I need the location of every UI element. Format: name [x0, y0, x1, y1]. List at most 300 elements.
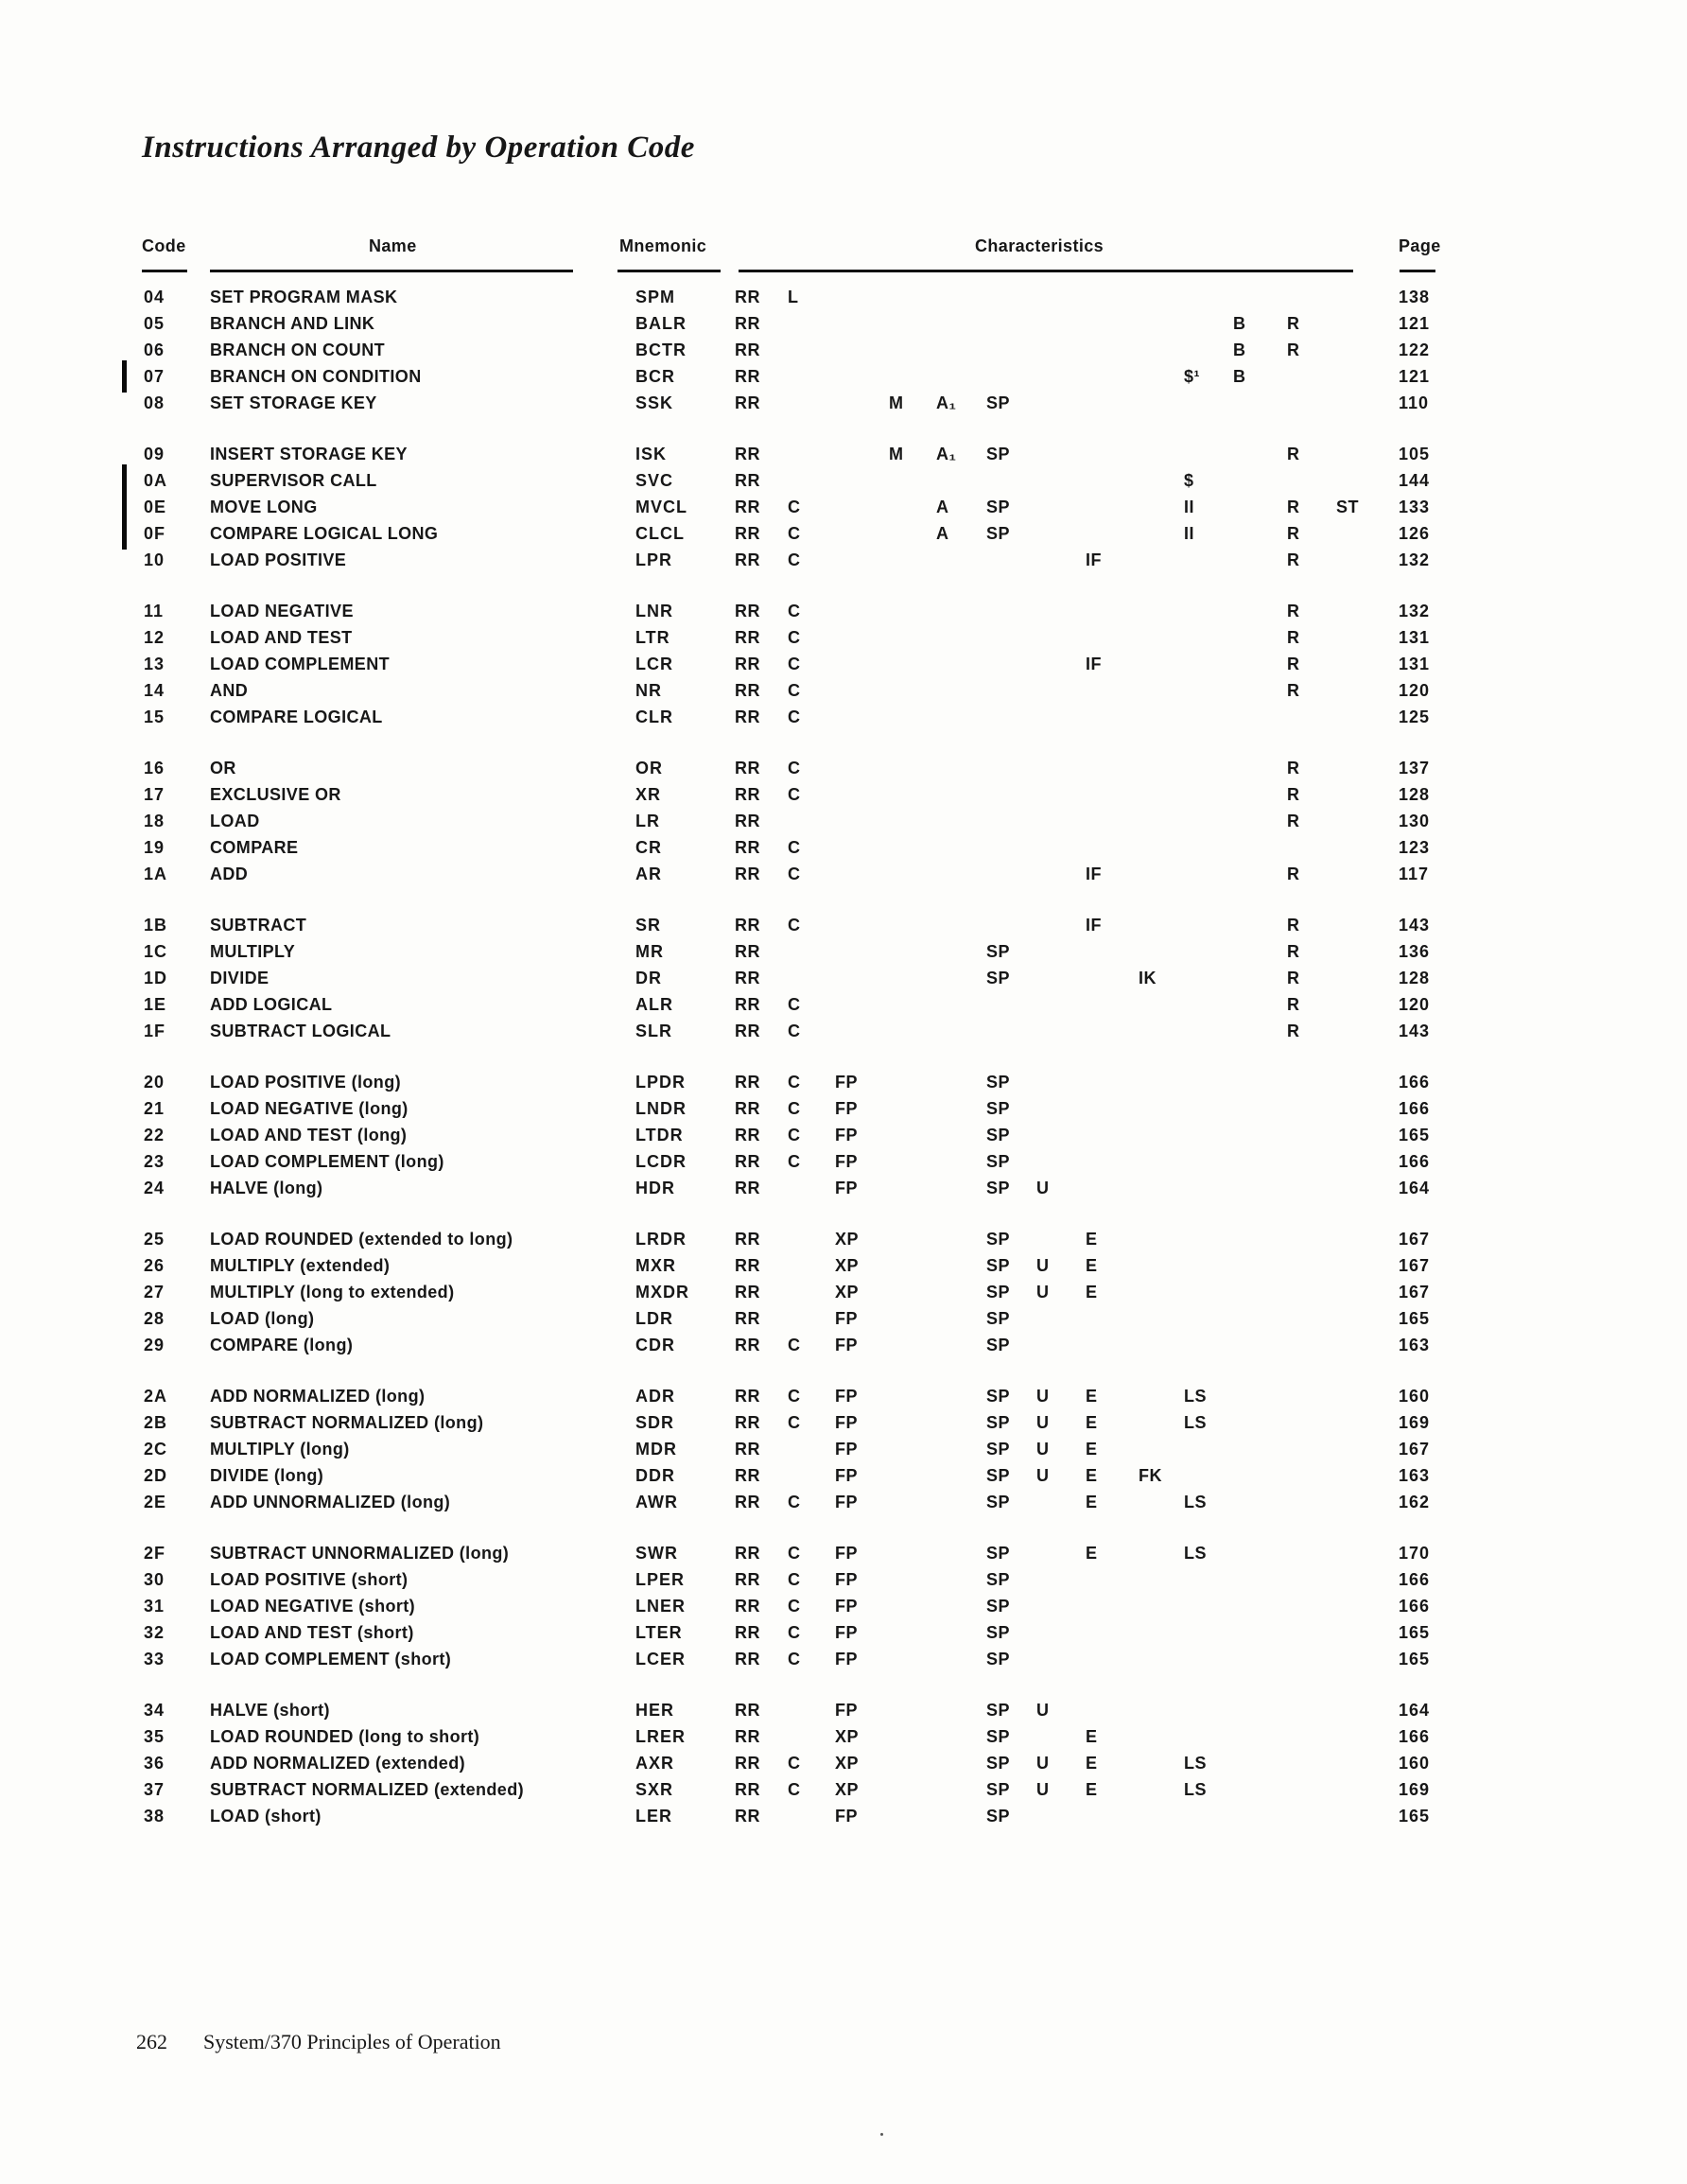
page-cell: 167: [1399, 1230, 1431, 1249]
characteristic-e-if: IF: [1086, 655, 1102, 673]
characteristic-sp: SP: [986, 1727, 1011, 1746]
name-cell: SUBTRACT: [210, 916, 307, 935]
mnemonic-cell: MXR: [635, 1256, 676, 1275]
mnemonic-cell: LTER: [635, 1623, 683, 1642]
characteristic-feature: FP: [835, 1597, 859, 1616]
header-rule-characteristics: [739, 270, 1353, 272]
mnemonic-cell: MR: [635, 942, 664, 961]
characteristic-r: R: [1287, 995, 1300, 1014]
name-cell: SET PROGRAM MASK: [210, 288, 398, 306]
code-cell: 04: [144, 288, 165, 306]
code-cell: 21: [144, 1099, 165, 1118]
characteristic-sp: SP: [986, 1440, 1011, 1459]
characteristic-e-if: E: [1086, 1466, 1098, 1485]
characteristic-sp: SP: [986, 942, 1011, 961]
table-row: [0, 1279, 1687, 1305]
code-cell: 2C: [144, 1440, 168, 1459]
table-row: [0, 363, 1687, 390]
page-cell: 160: [1399, 1754, 1431, 1773]
header-rule-code: [142, 270, 187, 272]
table-row: [0, 390, 1687, 416]
mnemonic-cell: LNR: [635, 602, 673, 620]
mnemonic-cell: LRDR: [635, 1230, 687, 1249]
characteristic-sp: SP: [986, 1099, 1011, 1118]
mnemonic-cell: SR: [635, 916, 662, 935]
characteristic-condition-code: C: [788, 1623, 801, 1642]
characteristic-format: RR: [735, 445, 760, 463]
characteristic-format: RR: [735, 681, 760, 700]
characteristic-format: RR: [735, 1701, 760, 1720]
characteristic-sp: SP: [986, 1179, 1011, 1197]
table-row: [0, 624, 1687, 651]
characteristic-sp: SP: [986, 1623, 1011, 1642]
name-cell: LOAD NEGATIVE (short): [210, 1597, 416, 1616]
characteristic-r: R: [1287, 812, 1300, 830]
characteristic-format: RR: [735, 1570, 760, 1589]
mnemonic-cell: DR: [635, 969, 662, 987]
code-cell: 10: [144, 550, 165, 569]
code-cell: 19: [144, 838, 165, 857]
table-row: [0, 1332, 1687, 1358]
characteristic-condition-code: C: [788, 1570, 801, 1589]
name-cell: MULTIPLY (extended): [210, 1256, 391, 1275]
characteristic-condition-code: C: [788, 1650, 801, 1669]
characteristic-u: U: [1036, 1387, 1050, 1406]
characteristic-feature: FP: [835, 1807, 859, 1826]
code-cell: 15: [144, 708, 165, 726]
code-cell: 27: [144, 1283, 165, 1302]
table-row: [0, 337, 1687, 363]
table-row: [0, 1148, 1687, 1175]
characteristic-condition-code: C: [788, 1754, 801, 1773]
characteristic-dollar-ii-ls: II: [1184, 524, 1195, 543]
characteristic-feature: FP: [835, 1701, 859, 1720]
characteristic-u: U: [1036, 1283, 1050, 1302]
table-row: [0, 677, 1687, 704]
code-cell: 30: [144, 1570, 165, 1589]
characteristic-e-if: IF: [1086, 865, 1102, 883]
table-row: [0, 1122, 1687, 1148]
column-header-code: Code: [142, 236, 186, 255]
characteristic-sp: SP: [986, 1544, 1011, 1563]
name-cell: LOAD POSITIVE (short): [210, 1570, 409, 1589]
table-row: [0, 1409, 1687, 1436]
characteristic-format: RR: [735, 1807, 760, 1826]
name-cell: COMPARE LOGICAL: [210, 708, 383, 726]
table-row: [0, 991, 1687, 1018]
name-cell: SUBTRACT LOGICAL: [210, 1022, 391, 1040]
table-row: [0, 1776, 1687, 1803]
characteristic-r: R: [1287, 969, 1300, 987]
characteristic-format: RR: [735, 1230, 760, 1249]
characteristic-format: RR: [735, 393, 760, 412]
characteristic-sp: SP: [986, 1387, 1011, 1406]
name-cell: ADD UNNORMALIZED (long): [210, 1493, 451, 1511]
characteristic-condition-code: C: [788, 1387, 801, 1406]
characteristic-format: RR: [735, 628, 760, 647]
characteristic-e-if: E: [1086, 1387, 1098, 1406]
page-cell: 132: [1399, 602, 1431, 620]
table-row: [0, 1175, 1687, 1201]
mnemonic-cell: MVCL: [635, 498, 687, 516]
characteristic-r: R: [1287, 942, 1300, 961]
code-cell: 29: [144, 1336, 165, 1354]
name-cell: ADD: [210, 865, 249, 883]
name-cell: LOAD (long): [210, 1309, 315, 1328]
characteristic-dollar-ii-ls: LS: [1184, 1780, 1208, 1799]
code-cell: 11: [144, 602, 165, 620]
characteristic-sp: SP: [986, 1152, 1011, 1171]
characteristic-condition-code: C: [788, 1597, 801, 1616]
characteristic-feature: FP: [835, 1493, 859, 1511]
characteristic-format: RR: [735, 1336, 760, 1354]
characteristic-format: RR: [735, 314, 760, 333]
page-cell: 166: [1399, 1570, 1431, 1589]
name-cell: SUBTRACT NORMALIZED (long): [210, 1413, 484, 1432]
characteristic-format: RR: [735, 1493, 760, 1511]
name-cell: LOAD (short): [210, 1807, 322, 1826]
mnemonic-cell: LTR: [635, 628, 670, 647]
page-cell: 166: [1399, 1597, 1431, 1616]
mnemonic-cell: LCER: [635, 1650, 686, 1669]
table-row: [0, 1383, 1687, 1409]
table-row: [0, 755, 1687, 781]
characteristic-a: A₁: [936, 445, 957, 463]
characteristic-r: R: [1287, 524, 1300, 543]
characteristic-condition-code: C: [788, 995, 801, 1014]
page-cell: 169: [1399, 1413, 1431, 1432]
table-row: [0, 651, 1687, 677]
characteristic-format: RR: [735, 1466, 760, 1485]
characteristic-sp: SP: [986, 1230, 1011, 1249]
characteristic-feature: XP: [835, 1727, 860, 1746]
mnemonic-cell: LPDR: [635, 1073, 686, 1092]
name-cell: LOAD: [210, 812, 260, 830]
characteristic-format: RR: [735, 708, 760, 726]
characteristic-condition-code: C: [788, 838, 801, 857]
code-cell: 0F: [144, 524, 166, 543]
mnemonic-cell: SWR: [635, 1544, 678, 1563]
characteristic-sp: SP: [986, 445, 1011, 463]
characteristic-e-if: E: [1086, 1727, 1098, 1746]
characteristic-a: A₁: [936, 393, 957, 412]
page-cell: 163: [1399, 1336, 1431, 1354]
characteristic-r: R: [1287, 628, 1300, 647]
page-cell: 164: [1399, 1701, 1431, 1720]
characteristic-sp: SP: [986, 498, 1011, 516]
page-cell: 117: [1399, 865, 1430, 883]
characteristic-format: RR: [735, 550, 760, 569]
table-row: [0, 441, 1687, 467]
characteristic-feature: FP: [835, 1570, 859, 1589]
name-cell: MULTIPLY (long to extended): [210, 1283, 455, 1302]
page-cell: 110: [1399, 393, 1430, 412]
name-cell: COMPARE (long): [210, 1336, 354, 1354]
characteristic-condition-code: C: [788, 1099, 801, 1118]
characteristic-dollar-ii-ls: LS: [1184, 1493, 1208, 1511]
characteristic-dollar-ii-ls: $¹: [1184, 367, 1201, 386]
name-cell: LOAD ROUNDED (extended to long): [210, 1230, 513, 1249]
characteristic-feature: XP: [835, 1283, 860, 1302]
page-cell: 138: [1399, 288, 1431, 306]
code-cell: 05: [144, 314, 165, 333]
mnemonic-cell: BCTR: [635, 341, 687, 359]
mnemonic-cell: LPR: [635, 550, 672, 569]
mnemonic-cell: LNER: [635, 1597, 686, 1616]
characteristic-format: RR: [735, 1152, 760, 1171]
scan-speck: [880, 2133, 883, 2136]
page-cell: 137: [1399, 759, 1431, 778]
code-cell: 09: [144, 445, 165, 463]
characteristic-format: RR: [735, 1099, 760, 1118]
table-row: [0, 965, 1687, 991]
mnemonic-cell: LR: [635, 812, 660, 830]
characteristic-e-if: E: [1086, 1780, 1098, 1799]
table-row: [0, 1095, 1687, 1122]
characteristic-format: RR: [735, 498, 760, 516]
page-cell: 131: [1399, 628, 1431, 647]
name-cell: AND: [210, 681, 249, 700]
characteristic-format: RR: [735, 1650, 760, 1669]
mnemonic-cell: SSK: [635, 393, 674, 412]
page-cell: 167: [1399, 1283, 1431, 1302]
page-cell: 136: [1399, 942, 1431, 961]
characteristic-b: B: [1233, 367, 1246, 386]
characteristic-format: RR: [735, 1256, 760, 1275]
characteristic-dollar-ii-ls: LS: [1184, 1413, 1208, 1432]
characteristic-feature: FP: [835, 1466, 859, 1485]
table-row: [0, 310, 1687, 337]
page-cell: 166: [1399, 1099, 1431, 1118]
characteristic-sp: SP: [986, 1413, 1011, 1432]
table-row: [0, 1750, 1687, 1776]
mnemonic-cell: SPM: [635, 288, 676, 306]
characteristic-sp: SP: [986, 1256, 1011, 1275]
mnemonic-cell: SDR: [635, 1413, 675, 1432]
characteristic-feature: FP: [835, 1650, 859, 1669]
characteristic-dollar-ii-ls: LS: [1184, 1544, 1208, 1563]
table-row: [0, 1436, 1687, 1462]
characteristic-feature: FP: [835, 1152, 859, 1171]
characteristic-u: U: [1036, 1440, 1050, 1459]
characteristic-sp: SP: [986, 1650, 1011, 1669]
page-cell: 126: [1399, 524, 1431, 543]
name-cell: BRANCH ON COUNT: [210, 341, 385, 359]
characteristic-format: RR: [735, 1754, 760, 1773]
characteristic-sp: SP: [986, 393, 1011, 412]
characteristic-feature: FP: [835, 1387, 859, 1406]
name-cell: COMPARE LOGICAL LONG: [210, 524, 439, 543]
characteristic-format: RR: [735, 367, 760, 386]
characteristic-r: R: [1287, 785, 1300, 804]
characteristic-u: U: [1036, 1701, 1050, 1720]
characteristic-condition-code: C: [788, 1073, 801, 1092]
characteristic-condition-code: C: [788, 602, 801, 620]
page-cell: 165: [1399, 1807, 1431, 1826]
name-cell: LOAD AND TEST (long): [210, 1126, 408, 1144]
mnemonic-cell: SVC: [635, 471, 674, 490]
name-cell: LOAD POSITIVE: [210, 550, 347, 569]
mnemonic-cell: LRER: [635, 1727, 686, 1746]
characteristic-r: R: [1287, 759, 1300, 778]
table-row: [0, 1252, 1687, 1279]
name-cell: DIVIDE: [210, 969, 270, 987]
characteristic-condition-code: C: [788, 1780, 801, 1799]
characteristic-format: RR: [735, 865, 760, 883]
characteristic-r: R: [1287, 865, 1300, 883]
name-cell: BRANCH AND LINK: [210, 314, 375, 333]
footer-page-number: 262: [136, 2030, 167, 2053]
mnemonic-cell: BALR: [635, 314, 687, 333]
code-cell: 07: [144, 367, 165, 386]
characteristic-condition-code: C: [788, 759, 801, 778]
characteristic-format: RR: [735, 602, 760, 620]
characteristic-format: RR: [735, 341, 760, 359]
characteristic-feature: XP: [835, 1230, 860, 1249]
characteristic-format: RR: [735, 524, 760, 543]
code-cell: 32: [144, 1623, 165, 1642]
mnemonic-cell: MXDR: [635, 1283, 689, 1302]
characteristic-condition-code: C: [788, 865, 801, 883]
mnemonic-cell: ALR: [635, 995, 673, 1014]
characteristic-u: U: [1036, 1780, 1050, 1799]
table-row: [0, 834, 1687, 861]
code-cell: 24: [144, 1179, 165, 1197]
characteristic-format: RR: [735, 942, 760, 961]
table-row: [0, 1489, 1687, 1515]
code-cell: 2E: [144, 1493, 167, 1511]
characteristic-format: RR: [735, 1780, 760, 1799]
code-cell: 35: [144, 1727, 165, 1746]
characteristic-sp: SP: [986, 1807, 1011, 1826]
mnemonic-cell: XR: [635, 785, 662, 804]
characteristic-r: R: [1287, 498, 1300, 516]
code-cell: 0E: [144, 498, 167, 516]
characteristic-feature: FP: [835, 1544, 859, 1563]
characteristic-r: R: [1287, 550, 1300, 569]
characteristic-feature: XP: [835, 1754, 860, 1773]
characteristic-condition-code: C: [788, 655, 801, 673]
characteristic-a: A: [936, 524, 949, 543]
mnemonic-cell: HDR: [635, 1179, 675, 1197]
characteristic-u: U: [1036, 1413, 1050, 1432]
code-cell: 28: [144, 1309, 165, 1328]
page-cell: 166: [1399, 1727, 1431, 1746]
characteristic-feature: FP: [835, 1623, 859, 1642]
code-cell: 36: [144, 1754, 165, 1773]
name-cell: LOAD AND TEST (short): [210, 1623, 414, 1642]
page-cell: 122: [1399, 341, 1431, 359]
characteristic-sp: SP: [986, 1570, 1011, 1589]
table-row: [0, 494, 1687, 520]
table-row: [0, 1462, 1687, 1489]
characteristic-format: RR: [735, 785, 760, 804]
characteristic-format: RR: [735, 1126, 760, 1144]
characteristic-format: RR: [735, 995, 760, 1014]
page-cell: 130: [1399, 812, 1431, 830]
page-cell: 121: [1399, 367, 1431, 386]
code-cell: 2D: [144, 1466, 168, 1485]
page-cell: 165: [1399, 1650, 1431, 1669]
mnemonic-cell: CR: [635, 838, 662, 857]
characteristic-sp: SP: [986, 1701, 1011, 1720]
name-cell: INSERT STORAGE KEY: [210, 445, 408, 463]
header-rule-mnemonic: [617, 270, 721, 272]
mnemonic-cell: LNDR: [635, 1099, 687, 1118]
name-cell: SUPERVISOR CALL: [210, 471, 377, 490]
mnemonic-cell: HER: [635, 1701, 675, 1720]
characteristic-r: R: [1287, 602, 1300, 620]
footer-book-title: System/370 Principles of Operation: [203, 2030, 501, 2053]
table-row: [0, 704, 1687, 730]
code-cell: 18: [144, 812, 165, 830]
characteristic-condition-code: C: [788, 681, 801, 700]
characteristic-format: RR: [735, 471, 760, 490]
characteristic-r: R: [1287, 445, 1300, 463]
mnemonic-cell: CLR: [635, 708, 673, 726]
characteristic-e-if: E: [1086, 1283, 1098, 1302]
name-cell: EXCLUSIVE OR: [210, 785, 341, 804]
mnemonic-cell: DDR: [635, 1466, 675, 1485]
change-bar: [122, 517, 127, 550]
code-cell: 31: [144, 1597, 165, 1616]
characteristic-u: U: [1036, 1466, 1050, 1485]
table-row: [0, 1018, 1687, 1044]
page-cell: 169: [1399, 1780, 1431, 1799]
characteristic-condition-code: C: [788, 524, 801, 543]
characteristic-a: A: [936, 498, 949, 516]
code-cell: 26: [144, 1256, 165, 1275]
table-row: [0, 284, 1687, 310]
page-cell: 132: [1399, 550, 1431, 569]
characteristic-sp: SP: [986, 1073, 1011, 1092]
characteristic-e-if: E: [1086, 1544, 1098, 1563]
characteristic-format: RR: [735, 1179, 760, 1197]
code-cell: 25: [144, 1230, 165, 1249]
name-cell: SUBTRACT NORMALIZED (extended): [210, 1780, 524, 1799]
characteristic-sp: SP: [986, 1780, 1011, 1799]
page-cell: 170: [1399, 1544, 1431, 1563]
code-cell: 38: [144, 1807, 165, 1826]
page-cell: 166: [1399, 1152, 1431, 1171]
code-cell: 17: [144, 785, 165, 804]
mnemonic-cell: MDR: [635, 1440, 677, 1459]
name-cell: DIVIDE (long): [210, 1466, 324, 1485]
page-cell: 163: [1399, 1466, 1431, 1485]
characteristic-sp: SP: [986, 1309, 1011, 1328]
characteristic-condition-code: C: [788, 785, 801, 804]
characteristic-dollar-ii-ls: LS: [1184, 1387, 1208, 1406]
page-cell: 143: [1399, 916, 1431, 935]
mnemonic-cell: SXR: [635, 1780, 674, 1799]
characteristic-feature: FP: [835, 1073, 859, 1092]
page-cell: 165: [1399, 1623, 1431, 1642]
page-cell: 121: [1399, 314, 1431, 333]
characteristic-u: U: [1036, 1256, 1050, 1275]
name-cell: OR: [210, 759, 236, 778]
change-bar: [122, 360, 127, 393]
header-rule-page: [1400, 270, 1435, 272]
mnemonic-cell: ADR: [635, 1387, 675, 1406]
characteristic-condition-code: C: [788, 1544, 801, 1563]
characteristic-condition-code: C: [788, 498, 801, 516]
table-row: [0, 1619, 1687, 1646]
characteristic-format: RR: [735, 1283, 760, 1302]
characteristic-condition-code: C: [788, 1493, 801, 1511]
characteristic-ik-fk: FK: [1139, 1466, 1162, 1485]
name-cell: MULTIPLY: [210, 942, 296, 961]
mnemonic-cell: LCR: [635, 655, 673, 673]
